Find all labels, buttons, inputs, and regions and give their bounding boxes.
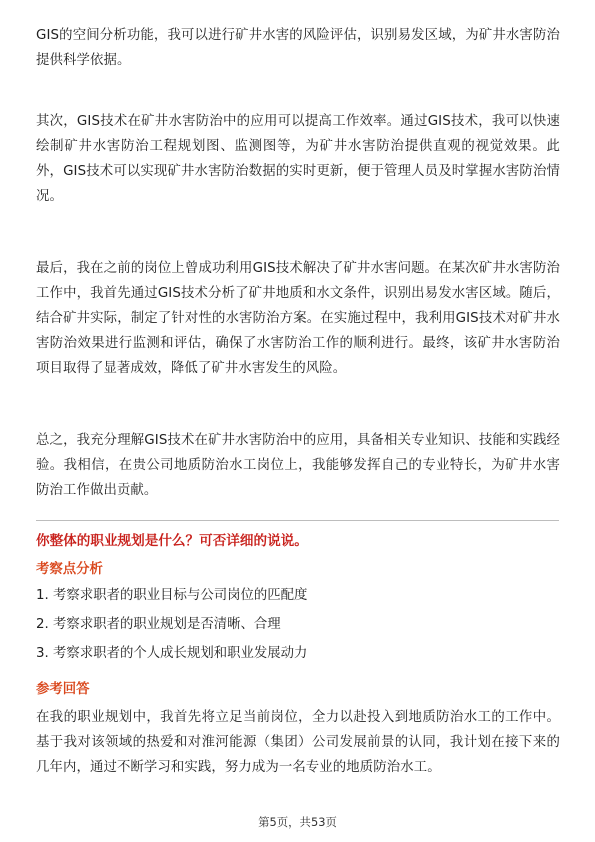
paragraph-experience: 最后，我在之前的岗位上曾成功利用GIS技术解决了矿井水害问题。在某次矿井水害防治工作中，我首先通过GIS技术分析了矿井地质和水文条件，识别出易发水害区域。随后，结合矿井实际，制定了针对性的水害防治方案。在实施过程中，我利用GIS技术对矿井水害防治效果进行监测和评估，确保了水害防治工作的顺利进行。最终，该矿井水害防治项目取得了显著成效，降低了矿井水害发生的风险。 — [36, 261, 560, 376]
section-divider — [36, 520, 559, 521]
analysis-item: 1. 考察求职者的职业目标与公司岗位的匹配度 — [36, 588, 308, 603]
answer-text: 在我的职业规划中，我首先将立足当前岗位，全力以赴投入到地质防治水工的工作中。基于我对该领域的热爱和对淮河能源（集团）公司发展前景的认同，我计划在接下来的几年内，通过不断学习和实践，努力成为一名专业的地质防治水工。 — [36, 710, 560, 775]
page-number: 第5页，共53页 — [258, 815, 337, 829]
paragraph-efficiency: 其次，GIS技术在矿井水害防治中的应用可以提高工作效率。通过GIS技术，我可以快速绘制矿井水害防治工程规划图、监测图等，为矿井水害防治提供直观的视觉效果。此外，GIS技术可以实现矿井水害防治数据的实时更新，便于管理人员及时掌握水害防治情况。 — [36, 114, 560, 204]
analysis-heading: 考察点分析 — [36, 562, 103, 577]
interview-question: 你整体的职业规划是什么？可否详细的说说。 — [36, 533, 308, 549]
paragraph-conclusion: 总之，我充分理解GIS技术在矿井水害防治中的应用，具备相关专业知识、技能和实践经验。我相信，在贵公司地质防治水工岗位上，我能够发挥自己的专业特长，为矿井水害防治工作做出贡献。 — [36, 433, 560, 498]
answer-heading: 参考回答 — [36, 682, 90, 697]
analysis-item: 2. 考察求职者的职业规划是否清晰、合理 — [36, 617, 281, 632]
analysis-item: 3. 考察求职者的个人成长规划和职业发展动力 — [36, 646, 308, 661]
paragraph-gis-analysis: GIS的空间分析功能，我可以进行矿井水害的风险评估，识别易发区域，为矿井水害防治提供科学依据。 — [36, 28, 560, 68]
